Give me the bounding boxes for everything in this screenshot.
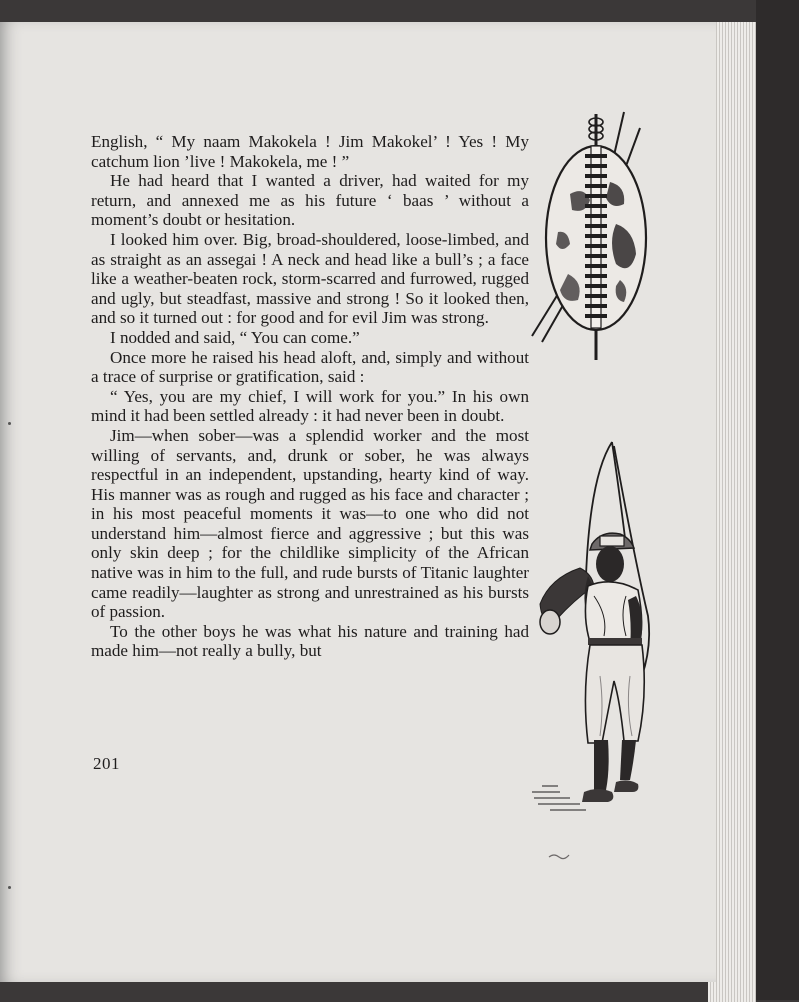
paragraph-3: I looked him over. Big, broad-shouldered, loose-limbed, and as straight as an assegai ! A neck and head like a bull’s ; a face like a weather-beaten rock, storm-scarred and furrowed, rugged and ugly, but steadfast, massive and strong ! So it looked then, and so it turned out : for good and for evil Jim was strong. bbox=[91, 229, 529, 328]
paragraph-6: “ Yes, you are my chief, I will work for you.” In his own mind it had been settled already : it had never been in doubt. bbox=[91, 386, 529, 426]
zulu-shield-with-spears-illustration bbox=[528, 104, 658, 362]
book-cover-edge bbox=[756, 0, 799, 1000]
paragraph-5: Once more he raised his head aloft, and, simply and without a trace of surprise or gratification, said : bbox=[91, 347, 529, 387]
paragraph-2: He had heard that I wanted a driver, had waited for my return, and annexed me as his future ‘ baas ’ without a moment’s doubt or hesitation. bbox=[91, 171, 529, 230]
printer-mark bbox=[548, 852, 570, 860]
paragraph-7: Jim—when sober—was a splendid worker and the most willing of servants, and, drunk or sober, he was always respectful in an independent, upstanding, hearty kind of way. His manner was as rough and rugged as his face and character ; in his most peaceful moments it was—to one who did not understand him—almost fierce and aggressive ; but this was only skin deep ; for the childlike simplicity of the African native was in him to the full, and rude bursts of Titanic laughter came readily—laughter as strong and unrestrained as his bursts of passion. bbox=[91, 425, 529, 622]
paragraph-8: To the other boys he was what his nature and training had made him—not really a bully, but bbox=[91, 621, 529, 661]
body-text bbox=[91, 132, 529, 661]
paragraph-4: I nodded and said, “ You can come.” bbox=[110, 327, 360, 347]
gutter-mark bbox=[8, 422, 11, 425]
african-man-carrying-whip-illustration bbox=[530, 436, 660, 826]
page-number: 201 bbox=[93, 754, 120, 773]
gutter-mark bbox=[8, 886, 11, 889]
paragraph-1: English, “ My naam Makokela ! Jim Makokel’ ! Yes ! My catchum lion ’live ! Makokela, me ! ” bbox=[91, 132, 529, 171]
